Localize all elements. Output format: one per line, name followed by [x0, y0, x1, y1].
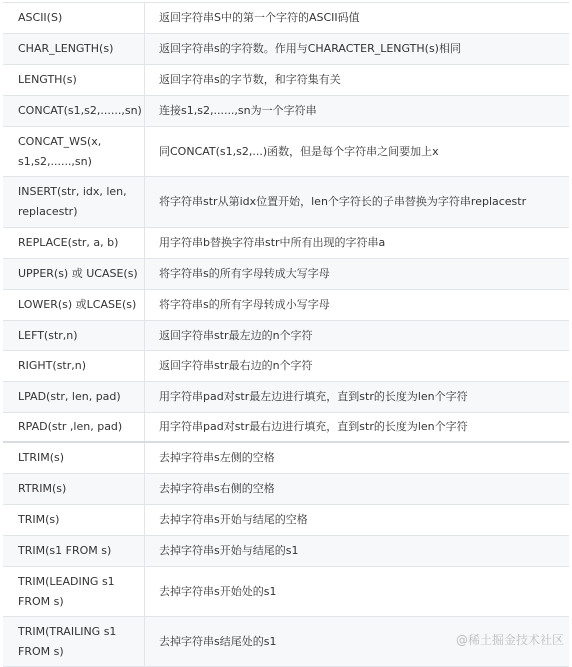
function-description: 去掉字符串s右侧的空格 [159, 482, 275, 495]
function-name: LTRIM(s) [3, 443, 145, 473]
table-row [3, 567, 569, 617]
table-row [3, 382, 569, 413]
table-row [3, 321, 569, 351]
function-name: TRIM(LEADING s1 FROM s) [3, 567, 145, 616]
table-row [3, 351, 569, 382]
function-name: RTRIM(s) [3, 474, 145, 504]
function-name: CONCAT_WS(x, s1,s2,......,sn) [3, 127, 145, 176]
table-row [3, 65, 569, 96]
watermark: @稀土掘金技术社区 [455, 633, 564, 647]
function-name: UPPER(s) 或 UCASE(s) [3, 259, 145, 289]
function-name: TRIM(TRAILING s1 FROM s) [3, 617, 145, 666]
function-table [3, 2, 569, 667]
table-row [3, 259, 569, 290]
function-name: CHAR_LENGTH(s) [3, 34, 145, 64]
function-description: 同CONCAT(s1,s2,...)函数，但是每个字符串之间要加上x [159, 144, 439, 158]
function-description: 返回字符串str最右边的n个字符 [159, 359, 313, 372]
function-name: LPAD(str, len, pad) [3, 382, 145, 412]
table-row [3, 228, 569, 259]
function-description: 去掉字符串s开始处的s1 [159, 584, 277, 598]
function-name: TRIM(s) [3, 505, 145, 535]
function-name: TRIM(s1 FROM s) [3, 536, 145, 566]
function-description: 将字符串s的所有字母转成小写字母 [159, 298, 330, 311]
table-row [3, 413, 569, 443]
function-name: ASCII(S) [3, 3, 145, 33]
function-description: 返回字符串str最左边的n个字符 [159, 328, 313, 342]
function-description: 返回字符串S中的第一个字符的ASCII码值 [159, 11, 360, 24]
function-description: 连接s1,s2,......,sn为一个字符串 [159, 104, 317, 117]
function-description: 用字符串b替换字符串str中所有出现的字符串a [159, 236, 386, 249]
function-description: 用字符串pad对str最右边进行填充，直到str的长度为len个字符 [159, 420, 468, 433]
table-row [3, 34, 569, 65]
table-row [3, 127, 569, 177]
function-description: 去掉字符串s开始与结尾的空格 [159, 513, 308, 526]
function-name: CONCAT(s1,s2,......,sn) [3, 96, 145, 126]
function-name: REPLACE(str, a, b) [3, 228, 145, 258]
function-description: 将字符串s的所有字母转成大写字母 [159, 267, 330, 280]
function-description: 返回字符串s的字节数，和字符集有关 [159, 73, 341, 86]
table-row [3, 177, 569, 228]
function-name: LEFT(str,n) [3, 321, 145, 350]
function-description: 将字符串str从第idx位置开始，len个字符长的子串替换为字符串replacestr [159, 195, 527, 208]
function-name: RIGHT(str,n) [3, 351, 145, 381]
function-description: 去掉字符串s结尾处的s1 [159, 634, 277, 648]
table-row [3, 505, 569, 536]
function-name: LOWER(s) 或LCASE(s) [3, 290, 145, 320]
table-row [3, 443, 569, 474]
function-name: LENGTH(s) [3, 65, 145, 95]
function-description: 去掉字符串s左侧的空格 [159, 451, 275, 464]
table-row [3, 290, 569, 321]
table-row [3, 2, 569, 34]
function-name: RPAD(str ,len, pad) [3, 413, 145, 441]
function-description: 去掉字符串s开始与结尾的s1 [159, 544, 299, 557]
function-description: 用字符串pad对str最左边进行填充，直到str的长度为len个字符 [159, 390, 468, 403]
table-row [3, 474, 569, 505]
function-description: 返回字符串s的字符数。作用与CHARACTER_LENGTH(s)相同 [159, 42, 461, 55]
table-row [3, 96, 569, 127]
table-row [3, 536, 569, 567]
function-name: INSERT(str, idx, len, replacestr) [3, 177, 145, 227]
